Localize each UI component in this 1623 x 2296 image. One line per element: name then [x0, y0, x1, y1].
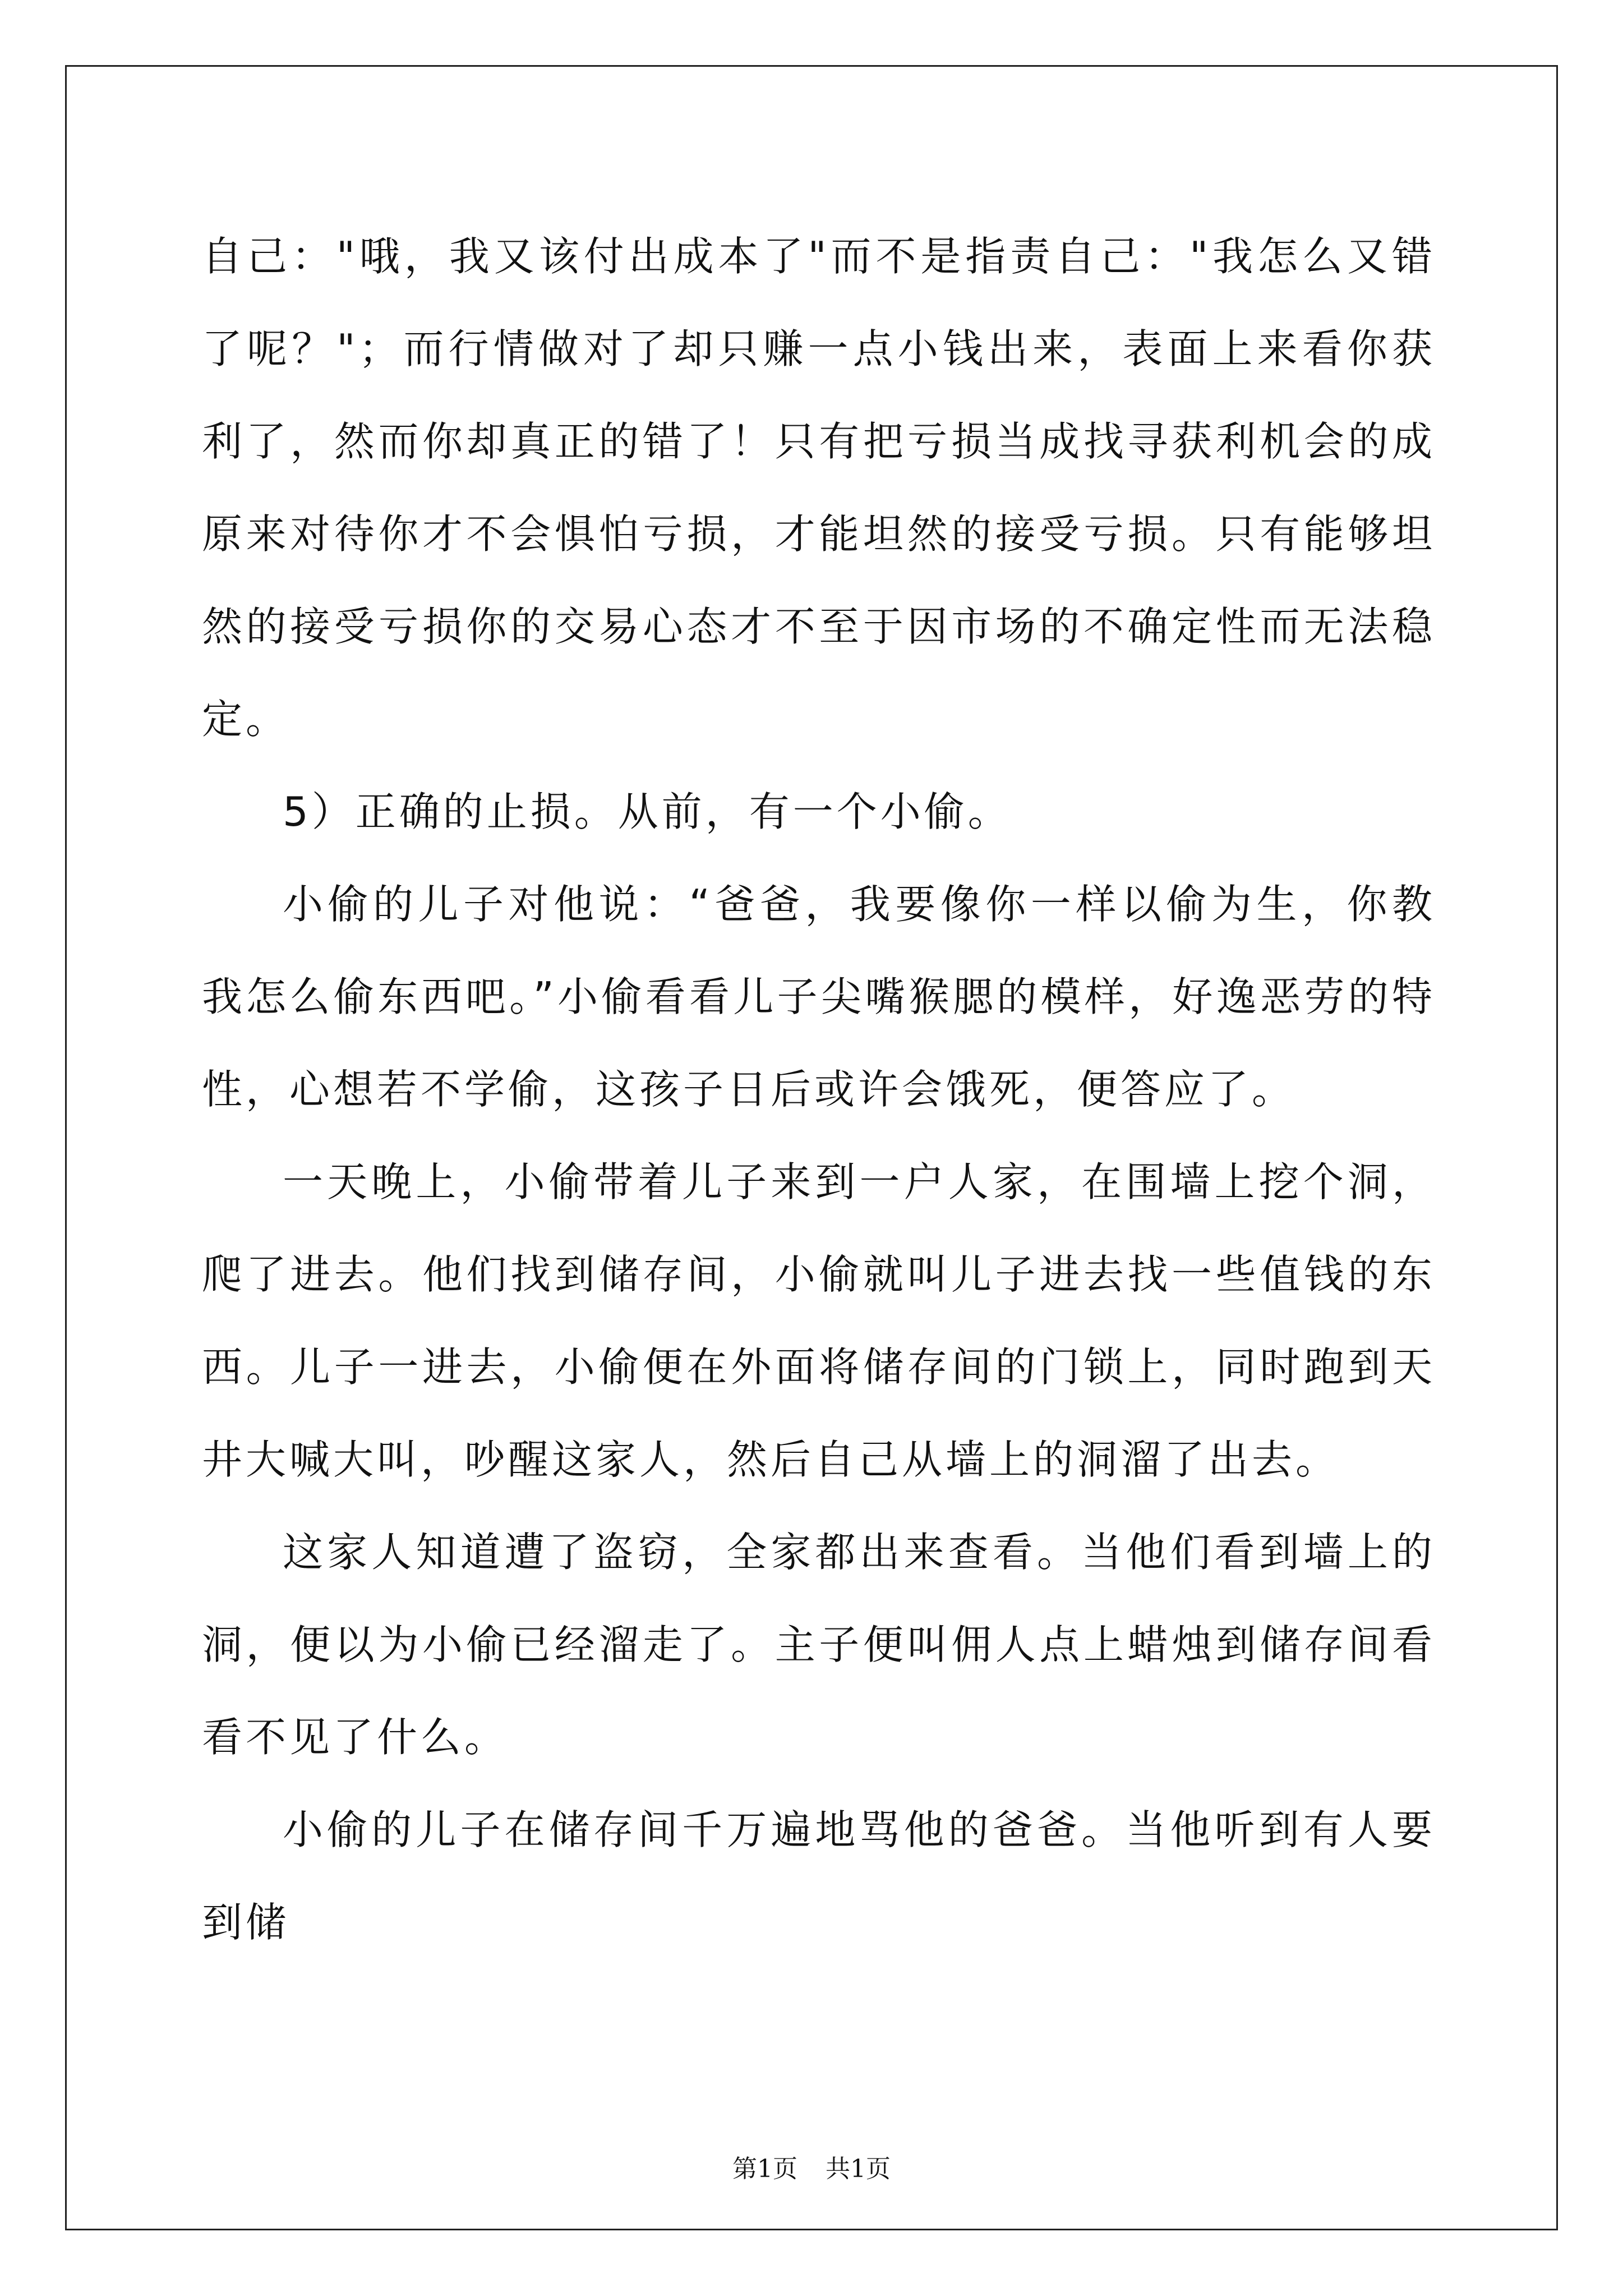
page-number-current: 第1页: [732, 2155, 797, 2183]
paragraph: 一天晚上，小偷带着儿子来到一户人家，在围墙上挖个洞，爬了进去。他们找到储存间，小偷就叫儿子进去找一些值钱的东西。儿子一进去，小偷便在外面将储存间的门锁上，同时跑到天井大喊大叫，吵醒这家人，然后自己从墙上的洞溜了出去。: [202, 1158, 1436, 1483]
page-number-total: 共1页: [826, 2155, 891, 2183]
document-body: [202, 210, 1436, 1969]
paragraph: 自己："哦，我又该付出成本了"而不是指责自己："我怎么又错了呢？"；而行情做对了却只赚一点小钱出来，表面上来看你获利了，然而你却真正的错了！只有把亏损当成找寻获利机会的成原来对待你才不会惧怕亏损，才能坦然的接受亏损。只有能够坦然的接受亏损你的交易心态才不至于因市场的不确定性而无法稳定。: [202, 233, 1436, 743]
paragraph: 小偷的儿子对他说：“爸爸，我要像你一样以偷为生，你教我怎么偷东西吧。”小偷看看儿子尖嘴猴腮的模样，好逸恶劳的特性，心想若不学偷，这孩子日后或许会饿死，便答应了。: [202, 881, 1436, 1113]
page-footer: [0, 2148, 1623, 2184]
paragraph: 小偷的儿子在储存间千万遍地骂他的爸爸。当他听到有人要到储: [202, 1806, 1436, 1946]
paragraph: 这家人知道遭了盗窃，全家都出来查看。当他们看到墙上的洞，便以为小偷已经溜走了。主子便叫佣人点上蜡烛到储存间看看不见了什么。: [202, 1529, 1436, 1761]
paragraph: 5）正确的止损。从前，有一个小偷。: [283, 788, 1012, 835]
